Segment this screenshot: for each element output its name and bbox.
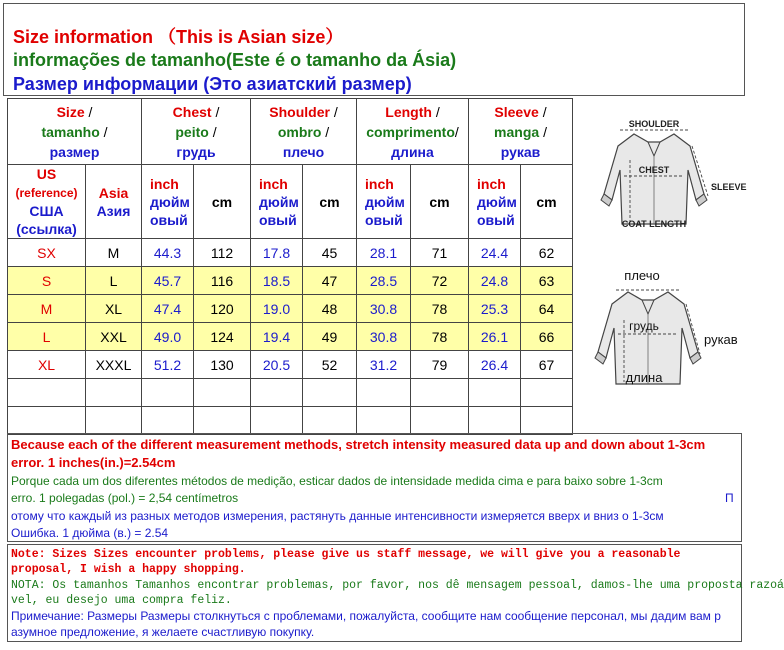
shoulder-cm: 49 [303, 323, 357, 351]
asia-size: XL [86, 295, 142, 323]
note2-ru-line1: Примечание: Размеры Размеры столкнуться с проблемами, пожалуйста, сообщите нам сообщение персонал, мы дадим вам р [11, 609, 721, 623]
shoulder-cm: 48 [303, 295, 357, 323]
sleeve-inch: 26.1 [469, 323, 521, 351]
shirt-illustrations [576, 98, 747, 434]
sleeve-inch: 26.4 [469, 351, 521, 379]
length-cm: 78 [411, 323, 469, 351]
chest-inch: 51.2 [142, 351, 194, 379]
length-inch: 31.2 [357, 351, 411, 379]
chest-cm: 124 [194, 323, 251, 351]
us-size: S [8, 267, 86, 295]
chest-cm: 130 [194, 351, 251, 379]
staff-message-note [7, 544, 784, 642]
length-cm-header: cm [411, 165, 469, 239]
sleeve-cm-header: cm [521, 165, 573, 239]
sleeve-inch-header: inch дюйм овый [469, 165, 521, 239]
shirt-illustration-russian [595, 268, 738, 385]
asia-size: XXL [86, 323, 142, 351]
length-cm: 71 [411, 239, 469, 267]
chest-cm: 112 [194, 239, 251, 267]
shoulder-cm: 47 [303, 267, 357, 295]
sleeve-cm: 64 [521, 295, 573, 323]
sleeve-inch: 24.4 [469, 239, 521, 267]
length-inch: 28.5 [357, 267, 411, 295]
note-ru-line2: Ошибка. 1 дюйма (в.) = 2.54 [11, 526, 169, 540]
table-row [8, 323, 573, 351]
sleeve-inch: 25.3 [469, 295, 521, 323]
table-row [8, 239, 573, 267]
chest-label: CHEST [638, 165, 670, 175]
us-reference-header: US (reference) США (ссылка) [8, 165, 86, 239]
title-portuguese: informações de tamanho(Este é o tamanho da Ásia) [13, 50, 457, 70]
empty-row [8, 407, 573, 435]
shoulder-inch: 19.4 [251, 323, 303, 351]
chest-cm-header: cm [194, 165, 251, 239]
table-row [8, 295, 573, 323]
us-size: L [8, 323, 86, 351]
shoulder-header: Shoulder / ombro / плечо [251, 99, 357, 165]
sleeve-cm: 62 [521, 239, 573, 267]
shoulder-cm-header: cm [303, 165, 357, 239]
shirt-illustration-english [601, 119, 747, 229]
length-cm: 78 [411, 295, 469, 323]
sleeve-header: Sleeve / manga / рукав [469, 99, 573, 165]
size-table [7, 98, 573, 435]
note2-pt-line2: vel, eu desejo uma compra feliz. [11, 594, 232, 607]
chest-cm: 120 [194, 295, 251, 323]
shoulder-cm: 52 [303, 351, 357, 379]
shoulder-inch: 20.5 [251, 351, 303, 379]
subheader-row [8, 165, 573, 239]
ru-chest-label: грудь [629, 319, 659, 333]
measurement-note [7, 433, 742, 542]
ru-shoulder-label: плечо [624, 268, 660, 283]
title-box [3, 3, 745, 96]
asia-header: Asia Азия [86, 165, 142, 239]
length-cm: 79 [411, 351, 469, 379]
note-pt-line1: Porque cada um dos diferentes métodos de medição, esticar dados de intensidade medida cima e para baixo sobre 1-3cm [11, 474, 663, 488]
coat-length-label: COAT LENGTH [621, 219, 687, 229]
chest-cm: 116 [194, 267, 251, 295]
length-inch: 30.8 [357, 323, 411, 351]
chest-inch: 49.0 [142, 323, 194, 351]
shoulder-inch: 17.8 [251, 239, 303, 267]
note-en-line2: error. 1 inches(in.)=2.54cm [11, 455, 176, 470]
title-russian: Размер информации (Это азиатский размер) [13, 74, 412, 94]
chest-inch: 47.4 [142, 295, 194, 323]
shoulder-cm: 45 [303, 239, 357, 267]
length-inch: 28.1 [357, 239, 411, 267]
size-header: Size / tamanho / размер [8, 99, 142, 165]
chest-header: Chest / peito / грудь [142, 99, 251, 165]
empty-row [8, 379, 573, 407]
sleeve-label: SLEEVE [711, 182, 747, 192]
length-header: Length / comprimento/ длина [357, 99, 469, 165]
shoulder-inch: 18.5 [251, 267, 303, 295]
asia-size: M [86, 239, 142, 267]
chest-inch: 44.3 [142, 239, 194, 267]
chest-inch: 45.7 [142, 267, 194, 295]
note-ru-line0: П [725, 491, 734, 505]
length-inch-header: inch дюйм овый [357, 165, 411, 239]
header-row [8, 99, 573, 165]
sleeve-cm: 66 [521, 323, 573, 351]
measurement-diagram [576, 98, 747, 434]
note2-ru-line2: азумное предложение, я желаете счастливую покупку. [11, 625, 315, 639]
note-pt-line2: erro. 1 polegadas (pol.) = 2,54 centímetros [11, 491, 239, 505]
shoulder-inch-header: inch дюйм овый [251, 165, 303, 239]
table-row [8, 351, 573, 379]
sleeve-inch: 24.8 [469, 267, 521, 295]
title-english: Size information （This is Asian size） [13, 27, 344, 47]
us-size: SX [8, 239, 86, 267]
asia-size: L [86, 267, 142, 295]
sleeve-cm: 63 [521, 267, 573, 295]
note2-en-line2: proposal, I wish a happy shopping. [11, 563, 246, 576]
us-size: M [8, 295, 86, 323]
shoulder-inch: 19.0 [251, 295, 303, 323]
chest-inch-header: inch дюйм овый [142, 165, 194, 239]
sleeve-cm: 67 [521, 351, 573, 379]
note-ru-line1: отому что каждый из разных методов измерения, растянуть данные интенсивности измеряется вверх и вниз о 1-3см [11, 509, 664, 523]
length-cm: 72 [411, 267, 469, 295]
note-en-line1: Because each of the different measurement methods, stretch intensity measured data up and down about 1-3cm [11, 437, 706, 452]
ru-sleeve-label: рукав [704, 332, 738, 347]
note2-en-line1: Note: Sizes Sizes encounter problems, please give us staff message, we will give you a reasonable [11, 548, 681, 561]
note2-pt-line1: NOTA: Os tamanhos Tamanhos encontrar problemas, por favor, nos dê mensagem pessoal, damos-lhe uma proposta razoá [11, 579, 784, 592]
asia-size: XXXL [86, 351, 142, 379]
ru-length-label: длина [625, 370, 663, 385]
shoulder-label: SHOULDER [628, 119, 680, 129]
table-row [8, 267, 573, 295]
us-size: XL [8, 351, 86, 379]
length-inch: 30.8 [357, 295, 411, 323]
